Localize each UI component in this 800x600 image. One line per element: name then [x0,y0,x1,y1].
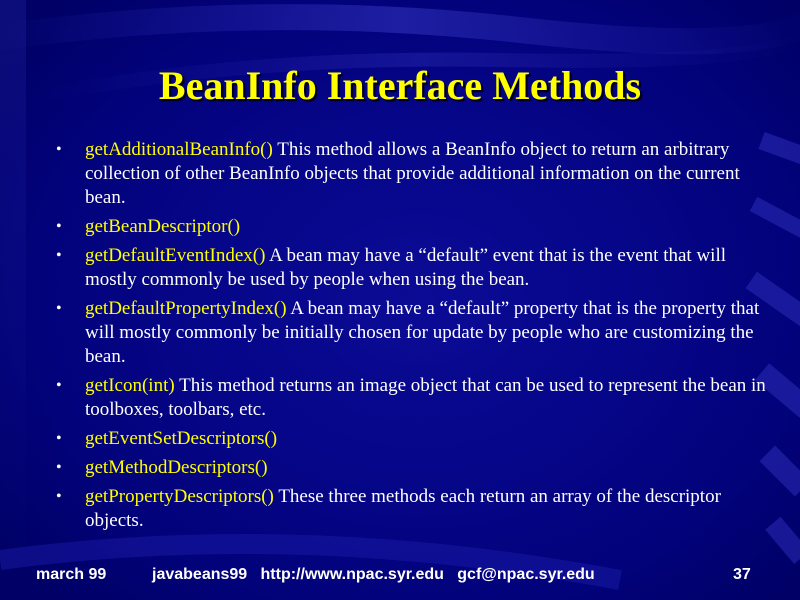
method-name: getPropertyDescriptors() [85,486,274,507]
bullet-item [50,215,778,239]
method-name: getBeanDescriptor() [85,216,241,237]
footer-date: march 99 [36,566,107,583]
bullet-item [50,427,778,451]
method-name: getIcon(int) [85,375,175,396]
method-description: A bean may have a “default” property that is the property that will mostly commonly be initially chosen for update by people who are customizing the bean. [85,298,760,367]
page-number: 37 [733,566,751,583]
method-description: A bean may have a “default” event that is the event that will mostly commonly be used by people when using the bean. [85,245,727,290]
method-name: getDefaultPropertyIndex() [85,298,287,319]
bullet-icon: • [56,141,62,158]
bullet-icon: • [56,300,62,317]
bullet-icon: • [56,218,62,235]
slide-title: BeanInfo Interface Methods [158,63,642,108]
bullet-item [50,297,778,369]
bullet-item [50,456,778,480]
bullet-icon: • [56,459,62,476]
method-description: This method allows a BeanInfo object to return an arbitrary collection of other BeanInfo objects that provide additional information on the current bean. [85,139,740,208]
method-name: getAdditionalBeanInfo() [85,139,273,160]
bullet-item [50,244,778,292]
bullet-item [50,374,778,422]
method-name: getDefaultEventIndex() [85,245,266,266]
bullet-list [50,138,778,538]
footer-source: javabeans99 http://www.npac.syr.edu gcf@npac.syr.edu [152,566,595,583]
bullet-icon: • [56,377,62,394]
bullet-icon: • [56,430,62,447]
bullet-item [50,138,778,210]
bullet-icon: • [56,247,62,264]
method-description: This method returns an image object that can be used to represent the bean in toolboxes, toolbars, etc. [85,375,766,420]
bullet-item [50,485,778,533]
method-description: These three methods each return an array of the descriptor objects. [85,486,721,531]
method-name: getEventSetDescriptors() [85,428,278,449]
method-name: getMethodDescriptors() [85,457,268,478]
bullet-icon: • [56,488,62,505]
